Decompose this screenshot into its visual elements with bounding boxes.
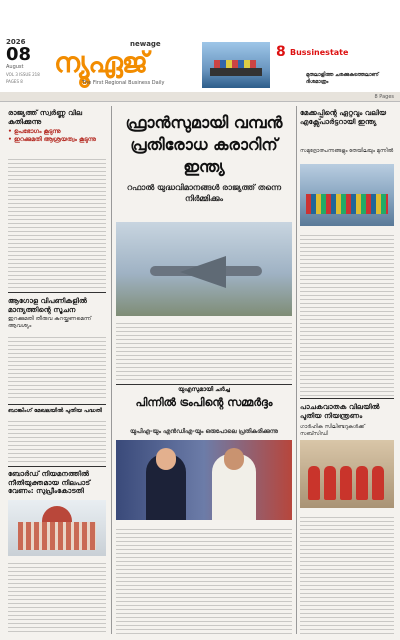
court-building (18, 522, 96, 550)
court-dome (42, 506, 72, 522)
article-body (300, 232, 394, 396)
cargo-ship-photo[interactable] (202, 42, 270, 88)
market-subhead: ഇറക്കുമതി തീരുവ കുറയ്ക്കണമെന്ന് ആവശ്യം (8, 316, 92, 329)
promo-section[interactable]: Bussinestate (290, 48, 349, 57)
article-body (300, 514, 394, 634)
leader-right-face (224, 448, 244, 470)
article-body (8, 560, 106, 632)
lpg-subhead: ഗാർഹിക സിലിണ്ടറുകൾക്ക് സബ്സിഡി (300, 424, 365, 437)
logo-prefix: newage (130, 40, 161, 48)
newspaper-logo[interactable] (52, 36, 192, 86)
cylinder (340, 466, 352, 500)
export-subhead: സമുദ്രോത്പന്നങ്ങളും തേയിലയും മുന്നിൽ (300, 148, 394, 154)
market-headline[interactable]: ആഗോള വിപണികളിൽ മാന്ദ്യത്തിന്റെ സൂചന (8, 296, 87, 314)
article-body (8, 418, 106, 464)
column-rule (296, 106, 297, 634)
page-count: 8 Pages (374, 94, 394, 100)
tagline: The First Regional Business Daily (82, 80, 165, 86)
promo-headline[interactable]: മുതലാളിത്ത ചരക്കുകടത്തലാണ് ദിശമാത്രം (306, 72, 379, 85)
lead-subhead: റഫാൽ യുദ്ധവിമാനങ്ങൾ രാജ്യത്ത് തന്നെ നിർമ്മിക്കും (126, 183, 282, 203)
cylinder (372, 466, 384, 500)
supreme-court-photo[interactable] (8, 500, 106, 556)
jet-wing (180, 256, 226, 288)
cylinder (324, 466, 336, 500)
trade-kicker: യുഎസുമായി ചർച്ച (178, 386, 230, 393)
promo-page-number[interactable]: 8 (276, 44, 286, 60)
column-rule (111, 106, 112, 634)
leaders-photo[interactable] (116, 440, 292, 520)
lead-headline[interactable]: ഫ്രാൻസുമായി വമ്പൻ പ്രതിരോധ കരാറിന് ഇന്ത്യ (125, 113, 283, 176)
gas-cylinders-photo[interactable] (300, 440, 394, 508)
divider (8, 292, 106, 293)
leader-left-face (156, 448, 176, 470)
issue-meta-1: VOL 3 ISSUE 218 (6, 72, 40, 77)
article-body (116, 526, 292, 634)
supreme-court-headline[interactable]: ബോർഡ് നിയമനത്തിൽ നീതിയുക്തമായ നിലപാട് വേണം: സുപ്രീംകോടതി (8, 469, 91, 496)
article-body (116, 320, 292, 382)
divider (8, 404, 106, 405)
issue-month: August (6, 64, 24, 70)
gold-price-headline[interactable]: രാജ്യത്ത് സ്വർണ്ണ വില കുതിക്കുന്നു (8, 108, 83, 126)
fighter-jet-photo[interactable] (116, 222, 292, 316)
ship-hull (210, 68, 262, 76)
date-block (6, 38, 40, 84)
port-containers-photo[interactable] (300, 164, 394, 226)
logo-text: ന്യൂഏജ് (54, 46, 147, 79)
article-body (8, 156, 106, 288)
cylinder (356, 466, 368, 500)
issue-year: 2026 (6, 38, 26, 46)
divider (116, 384, 292, 385)
bullet-item: • ഇറക്കുമതി ആശ്രയത്വം കൂടുന്നു (8, 136, 96, 143)
issue-day: 08 (6, 44, 32, 65)
masthead (0, 0, 400, 92)
trade-headline[interactable]: പിന്നിൽ ട്രംപിന്റെ സമ്മർദ്ദം (135, 396, 273, 409)
bullet-item: • ഉപഭോഗം കൂടുന്നു (8, 128, 61, 135)
cylinder (308, 466, 320, 500)
gold-bullets (8, 128, 106, 144)
container-stack (306, 194, 388, 214)
trade-subhead: യുപിഎ-യും എൻഡിഎ-യും ഒരുപോലെ പ്രതികരിക്കുന്നു (130, 428, 278, 435)
issue-meta-2: PAGES 8 (6, 79, 23, 84)
export-headline[interactable]: മേക്കപ്പിന്റെ ഏറ്റവും വലിയ എക്സ്പോർട്ടറായി ഇന്ത്യ (300, 108, 387, 126)
lpg-headline[interactable]: പാചകവാതക വിലയിൽ പുതിയ നിയന്ത്രണം (300, 402, 380, 420)
container-stack (214, 60, 256, 68)
divider (300, 398, 394, 399)
divider (8, 466, 106, 467)
article-body (8, 334, 106, 400)
banking-headline[interactable]: ബാങ്കിംഗ് മേഖലയിൽ പുതിയ പദ്ധതി (8, 408, 102, 414)
info-bar (0, 92, 400, 102)
